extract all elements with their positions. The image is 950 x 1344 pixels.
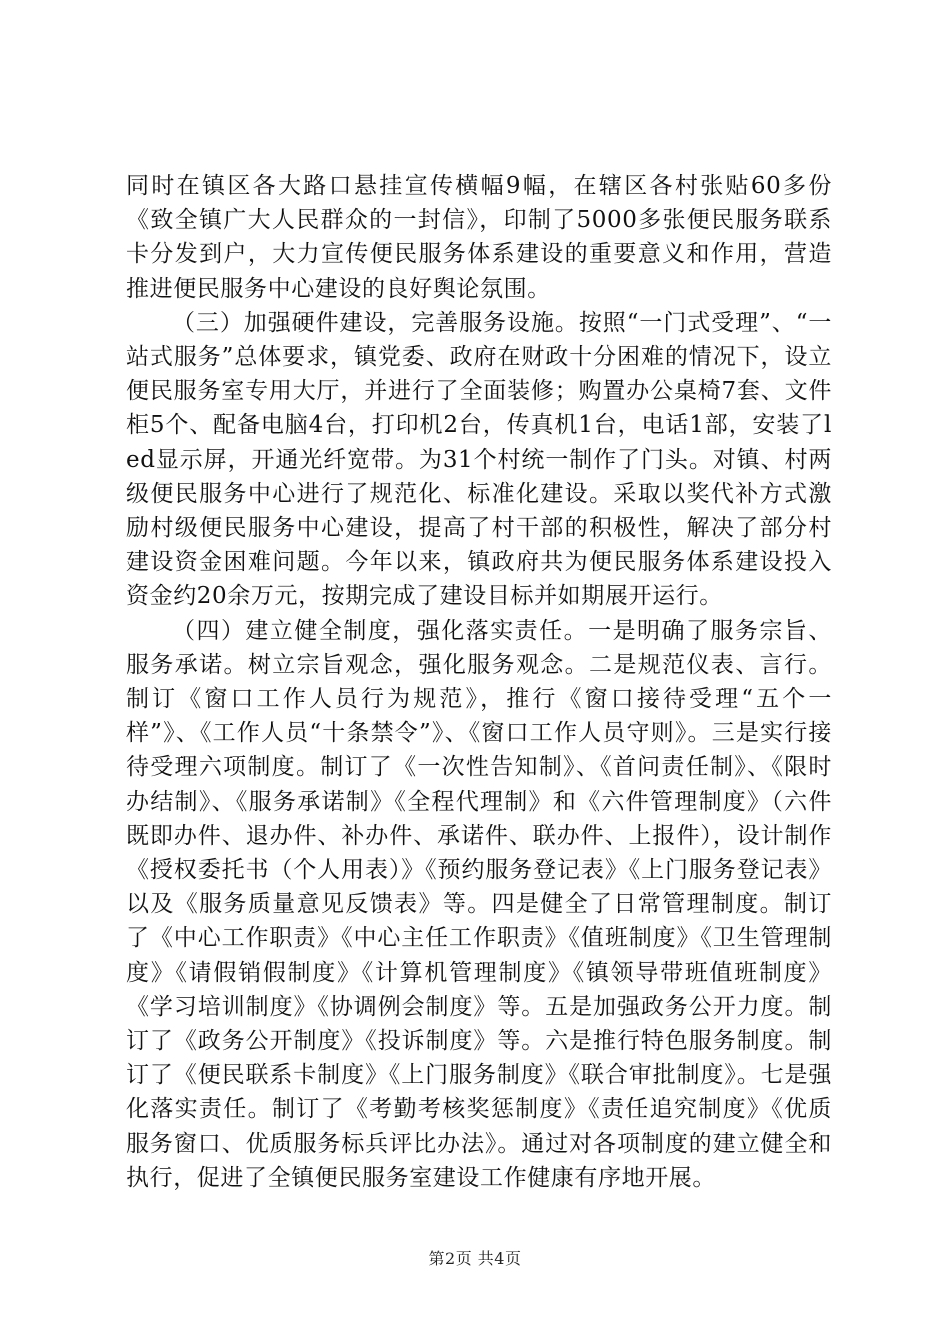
paragraph-continued: 同时在镇区各大路口悬挂宣传横幅9幅，在辖区各村张贴60多份《致全镇广大人民群众的一封信》，印制了5000多张便民服务联系卡分发到户，大力宣传便民服务体系建设的重要意义和作用，营造推进便民服务中心建设的良好舆论氛围。: [126, 173, 832, 302]
paragraph-system-rules: （四）建立健全制度，强化落实责任。一是明确了服务宗旨、服务承诺。树立宗旨观念，强化服务观念。二是规范仪表、言行。制订《窗口工作人员行为规范》，推行《窗口接待受理“五个一样”》、《工作人员“十条禁令”》、《窗口工作人员守则》。三是实行接待受理六项制度。制订了《一次性告知制》、《首问责任制》、《限时办结制》、《服务承诺制》《全程代理制》和《六件管理制度》（六件既即办件、退办件、补办件、承诺件、联办件、上报件），设计制作《授权委托书（个人用表）》《预约服务登记表》《上门服务登记表》以及《服务质量意见反馈表》等。四是健全了日常管理制度。制订了《中心工作职责》《中心主任工作职责》《值班制度》《卫生管理制度》《请假销假制度》《计算机管理制度》《镇领导带班值班制度》《学习培训制度》《协调例会制度》等。五是加强政务公开力度。制订了《政务公开制度》《投诉制度》等。六是推行特色服务制度。制订了《便民联系卡制度》《上门服务制度》《联合审批制度》。七是强化落实责任。制订了《考勤考核奖惩制度》《责任追究制度》《优质服务窗口、优质服务标兵评比办法》。通过对各项制度的建立健全和执行，促进了全镇便民服务室建设工作健康有序地开展。: [126, 617, 832, 1191]
page-number-footer: 第2页 共4页: [428, 1249, 522, 1268]
document-body: [126, 169, 832, 1195]
paragraph-hardware-construction: （三）加强硬件建设，完善服务设施。按照“一门式受理”、“一站式服务”总体要求，镇党委、政府在财政十分困难的情况下，设立便民服务室专用大厅，并进行了全面装修；购置办公桌椅7套、文件柜5个、配备电脑4台，打印机2台，传真机1台，电话1部，安装了led显示屏，开通光纤宽带。为31个村统一制作了门头。对镇、村两级便民服务中心进行了规范化、标准化建设。采取以奖代补方式激励村级便民服务中心建设，提高了村干部的积极性，解决了部分村建设资金困难问题。今年以来，镇政府共为便民服务体系建设投入资金约20余万元，按期完成了建设目标并如期展开运行。: [126, 309, 832, 610]
